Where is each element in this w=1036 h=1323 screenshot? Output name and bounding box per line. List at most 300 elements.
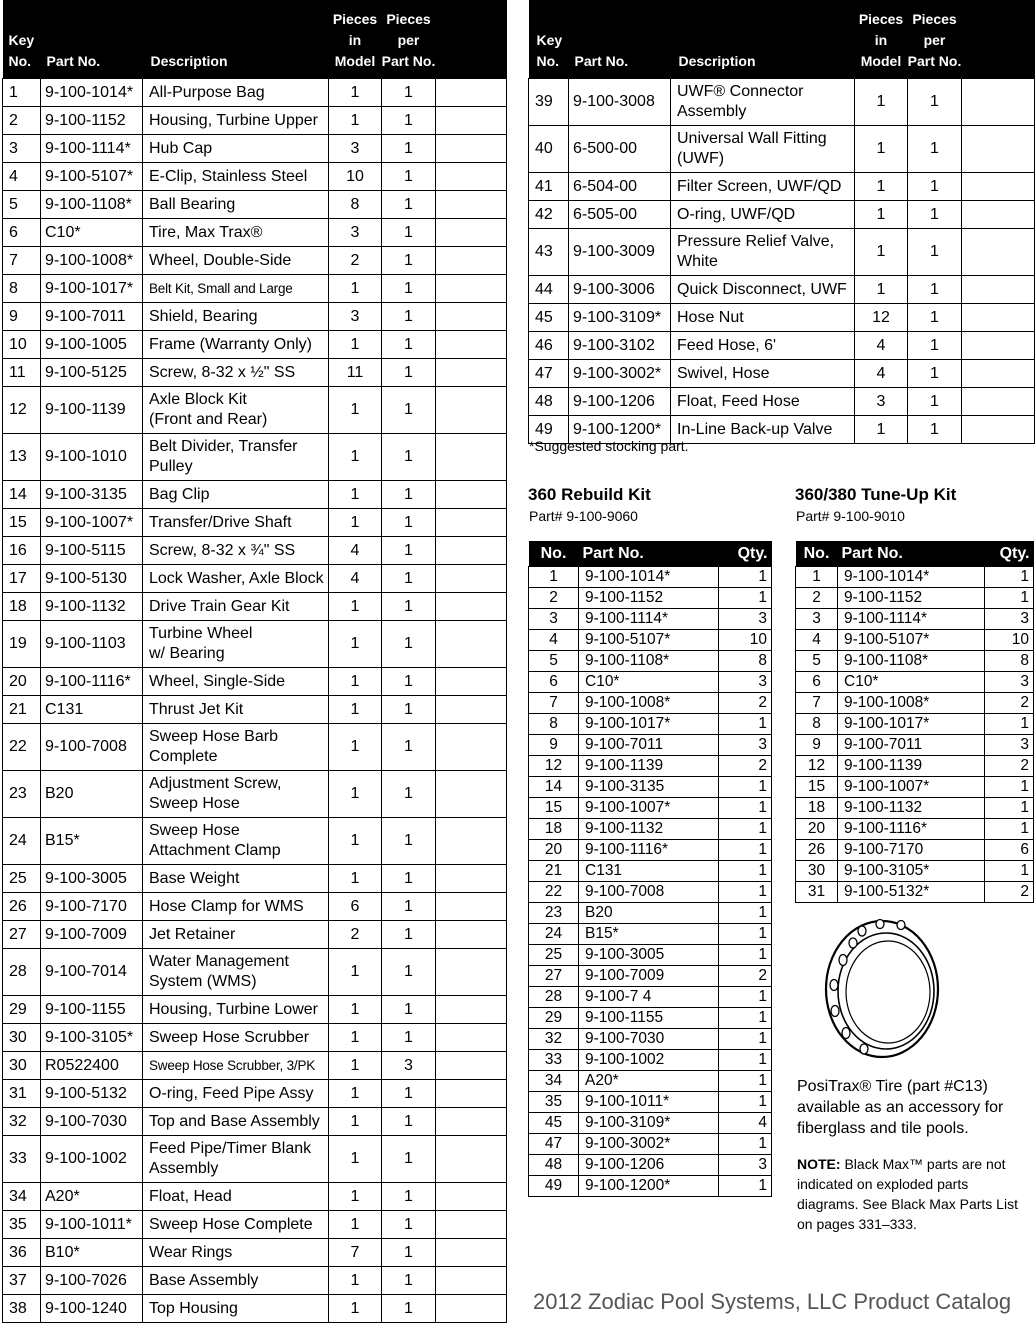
kit-part-no-cell: 9-100-7170 (838, 840, 985, 861)
table-row (3, 359, 507, 387)
part-no-cell: 9-100-5132 (41, 1080, 143, 1108)
kit-qty-cell: 6 (985, 840, 1034, 861)
kit-qty-cell: 1 (719, 840, 772, 861)
table-row (529, 304, 1035, 332)
pieces-in-model-cell: 1 (855, 173, 908, 201)
description-cell: Base Assembly (143, 1267, 329, 1295)
table-row (529, 840, 772, 861)
pieces-in-model-cell: 1 (329, 621, 382, 668)
kit-part-no-cell: 9-100-1139 (579, 756, 719, 777)
blank-cell (436, 771, 507, 818)
pieces-per-part-cell: 1 (382, 668, 436, 696)
description-cell: Float, Head (143, 1183, 329, 1211)
blank-cell (962, 126, 1035, 173)
kit-qty-cell: 1 (985, 819, 1034, 840)
description-cell: Sweep Hose Attachment Clamp (143, 818, 329, 865)
kit-part-no-cell: 9-100-1132 (838, 798, 985, 819)
key-no-cell: 4 (3, 163, 41, 191)
part-no-cell: B15* (41, 818, 143, 865)
key-no-cell: 22 (3, 724, 41, 771)
kit-no-cell: 12 (796, 756, 838, 777)
part-no-cell: 9-100-1114* (41, 135, 143, 163)
blank-cell (436, 1024, 507, 1052)
header-blank (436, 0, 507, 79)
pieces-in-model-cell: 1 (329, 387, 382, 434)
part-no-cell: 9-100-5115 (41, 537, 143, 565)
kit-no-cell: 1 (529, 567, 579, 588)
part-no-cell: 9-100-7008 (41, 724, 143, 771)
blank-cell (962, 201, 1035, 229)
kit-no-cell: 24 (529, 924, 579, 945)
description-cell: Hose Clamp for WMS (143, 893, 329, 921)
table-row (796, 840, 1034, 861)
key-no-cell: 12 (3, 387, 41, 434)
pieces-in-model-cell: 1 (329, 949, 382, 996)
pieces-per-part-cell: 1 (382, 219, 436, 247)
table-row (3, 565, 507, 593)
header-key-no: Key No. (529, 0, 569, 79)
pieces-per-part-cell: 1 (908, 229, 962, 276)
description-cell: O-ring, UWF/QD (671, 201, 855, 229)
kit-no-cell: 31 (796, 882, 838, 903)
description-cell: All-Purpose Bag (143, 79, 329, 107)
kit-header-qty: Qty. (719, 541, 772, 567)
kit-header-qty: Qty. (985, 541, 1034, 567)
kit-qty-cell: 8 (985, 651, 1034, 672)
table-row (3, 1024, 507, 1052)
kit-qty-cell: 3 (719, 735, 772, 756)
blank-cell (436, 163, 507, 191)
part-no-cell: 9-100-7030 (41, 1108, 143, 1136)
table-row (3, 996, 507, 1024)
pieces-in-model-cell: 1 (855, 229, 908, 276)
kit-part-no-cell: 9-100-7011 (579, 735, 719, 756)
blank-cell (436, 949, 507, 996)
header-blank (962, 0, 1035, 79)
kit-qty-cell: 1 (719, 924, 772, 945)
pieces-in-model-cell: 2 (329, 247, 382, 275)
kit-qty-cell: 1 (719, 1029, 772, 1050)
blank-cell (436, 359, 507, 387)
key-no-cell: 14 (3, 481, 41, 509)
kit-part-no-cell: 9-100-5132* (838, 882, 985, 903)
key-no-cell: 44 (529, 276, 569, 304)
kit-qty-cell: 1 (719, 1008, 772, 1029)
description-cell: Sweep Hose Complete (143, 1211, 329, 1239)
key-no-cell: 19 (3, 621, 41, 668)
key-no-cell: 45 (529, 304, 569, 332)
table-row (529, 79, 1035, 126)
pieces-in-model-cell: 1 (855, 416, 908, 444)
kit-qty-cell: 10 (985, 630, 1034, 651)
blank-cell (436, 565, 507, 593)
kit-no-cell: 23 (529, 903, 579, 924)
part-no-cell: B20 (41, 771, 143, 818)
part-no-cell: 9-100-7011 (41, 303, 143, 331)
kit-part-no-cell: 9-100-3135 (579, 777, 719, 798)
kit-header-no: No. (529, 541, 579, 567)
key-no-cell: 42 (529, 201, 569, 229)
key-no-cell: 46 (529, 332, 569, 360)
blank-cell (436, 191, 507, 219)
kit-part-no-cell: 9-100-7011 (838, 735, 985, 756)
description-cell: Base Weight (143, 865, 329, 893)
table-row (796, 693, 1034, 714)
key-no-cell: 43 (529, 229, 569, 276)
table-row (529, 903, 772, 924)
pieces-per-part-cell: 1 (908, 201, 962, 229)
kit-qty-cell: 2 (719, 756, 772, 777)
kit-no-cell: 20 (529, 840, 579, 861)
kit-no-cell: 15 (529, 798, 579, 819)
pieces-per-part-cell: 1 (382, 107, 436, 135)
description-cell: UWF® Connector Assembly (671, 79, 855, 126)
tuneup-kit-part-number: Part# 9-100-9010 (796, 508, 905, 524)
blank-cell (436, 921, 507, 949)
key-no-cell: 17 (3, 565, 41, 593)
kit-part-no-cell: 9-100-1152 (838, 588, 985, 609)
pieces-in-model-cell: 1 (329, 696, 382, 724)
part-no-cell: 9-100-5125 (41, 359, 143, 387)
table-row (796, 882, 1034, 903)
kit-part-no-cell: 9-100-1108* (838, 651, 985, 672)
blank-cell (436, 387, 507, 434)
table-row (3, 818, 507, 865)
kit-part-no-cell: 9-100-1200* (579, 1176, 719, 1197)
kit-no-cell: 30 (796, 861, 838, 882)
description-cell: Sweep Hose Barb Complete (143, 724, 329, 771)
description-cell: Hub Cap (143, 135, 329, 163)
description-cell: Screw, 8-32 x ½" SS (143, 359, 329, 387)
pieces-per-part-cell: 1 (382, 771, 436, 818)
part-no-cell: 9-100-3008 (569, 79, 671, 126)
table-row (529, 693, 772, 714)
table-row (3, 509, 507, 537)
kit-no-cell: 4 (529, 630, 579, 651)
table-row (3, 387, 507, 434)
kit-no-cell: 14 (529, 777, 579, 798)
table-row (529, 630, 772, 651)
description-cell: Tire, Max Trax® (143, 219, 329, 247)
table-row (3, 537, 507, 565)
kit-part-no-cell: 9-100-5107* (579, 630, 719, 651)
table-row (3, 191, 507, 219)
note (797, 1154, 1033, 1234)
tuneup-kit-table (795, 541, 1034, 903)
blank-cell (436, 1211, 507, 1239)
parts-table-left (2, 0, 507, 1323)
pieces-in-model-cell: 4 (329, 565, 382, 593)
kit-qty-cell: 2 (719, 693, 772, 714)
table-row (3, 696, 507, 724)
blank-cell (436, 865, 507, 893)
kit-part-no-cell: C131 (579, 861, 719, 882)
table-row (529, 201, 1035, 229)
kit-qty-cell: 1 (719, 1050, 772, 1071)
kit-part-no-cell: 9-100-1114* (838, 609, 985, 630)
kit-part-no-cell: 9-100-1014* (838, 567, 985, 588)
part-no-cell: 9-100-7170 (41, 893, 143, 921)
blank-cell (436, 893, 507, 921)
table-row (529, 567, 772, 588)
kit-no-cell: 28 (529, 987, 579, 1008)
kit-table-header (796, 541, 1034, 567)
kit-no-cell: 15 (796, 777, 838, 798)
pieces-in-model-cell: 1 (329, 818, 382, 865)
kit-no-cell: 27 (529, 966, 579, 987)
table-row (3, 1108, 507, 1136)
kit-no-cell: 2 (529, 588, 579, 609)
table-row (529, 1155, 772, 1176)
pieces-per-part-cell: 1 (382, 865, 436, 893)
kit-part-no-cell: 9-100-1011* (579, 1092, 719, 1113)
blank-cell (436, 1108, 507, 1136)
description-cell: Thrust Jet Kit (143, 696, 329, 724)
description-cell: Belt Kit, Small and Large (143, 275, 329, 303)
pieces-in-model-cell: 1 (855, 201, 908, 229)
header-description: Description (143, 0, 329, 79)
header-pieces-per-part: Pieces per Part No. (382, 0, 436, 79)
part-no-cell: 9-100-1206 (569, 388, 671, 416)
description-cell: Universal Wall Fitting (UWF) (671, 126, 855, 173)
table-row (529, 924, 772, 945)
blank-cell (436, 481, 507, 509)
part-no-cell: 9-100-1132 (41, 593, 143, 621)
table-row (529, 882, 772, 903)
pieces-per-part-cell: 1 (382, 331, 436, 359)
table-row (529, 388, 1035, 416)
blank-cell (962, 79, 1035, 126)
parts-table-header (3, 0, 507, 79)
pieces-per-part-cell: 1 (908, 360, 962, 388)
key-no-cell: 21 (3, 696, 41, 724)
header-part-no: Part No. (41, 0, 143, 79)
kit-no-cell: 1 (796, 567, 838, 588)
pieces-per-part-cell: 1 (382, 818, 436, 865)
description-cell: Swivel, Hose (671, 360, 855, 388)
kit-no-cell: 9 (796, 735, 838, 756)
key-no-cell: 37 (3, 1267, 41, 1295)
table-row (529, 735, 772, 756)
table-row (529, 229, 1035, 276)
description-cell: E-Clip, Stainless Steel (143, 163, 329, 191)
table-row (796, 861, 1034, 882)
part-no-cell: C10* (41, 219, 143, 247)
table-row (796, 651, 1034, 672)
kit-part-no-cell: 9-100-1132 (579, 819, 719, 840)
pieces-in-model-cell: 12 (855, 304, 908, 332)
pieces-per-part-cell: 1 (382, 1108, 436, 1136)
kit-qty-cell: 2 (985, 693, 1034, 714)
kit-part-no-cell: 9-100-7009 (579, 966, 719, 987)
pieces-per-part-cell: 1 (382, 1211, 436, 1239)
kit-qty-cell: 10 (719, 630, 772, 651)
kit-part-no-cell: 9-100-1007* (579, 798, 719, 819)
kit-qty-cell: 1 (719, 1071, 772, 1092)
description-cell: Float, Feed Hose (671, 388, 855, 416)
description-cell: O-ring, Feed Pipe Assy (143, 1080, 329, 1108)
pieces-per-part-cell: 1 (382, 191, 436, 219)
part-no-cell: 9-100-1116* (41, 668, 143, 696)
part-no-cell: 9-100-1108* (41, 191, 143, 219)
kit-part-no-cell: 9-100-1008* (579, 693, 719, 714)
table-row (796, 630, 1034, 651)
description-cell: Belt Divider, Transfer Pulley (143, 434, 329, 481)
header-key-no: Key No. (3, 0, 41, 79)
table-row (3, 621, 507, 668)
pieces-in-model-cell: 1 (329, 107, 382, 135)
blank-cell (962, 304, 1035, 332)
pieces-in-model-cell: 4 (855, 332, 908, 360)
pieces-per-part-cell: 1 (382, 593, 436, 621)
kit-no-cell: 33 (529, 1050, 579, 1071)
kit-no-cell: 21 (529, 861, 579, 882)
description-cell: Sweep Hose Scrubber, 3/PK (143, 1052, 329, 1080)
description-cell: Filter Screen, UWF/QD (671, 173, 855, 201)
table-row (3, 1052, 507, 1080)
table-row (3, 724, 507, 771)
blank-cell (436, 247, 507, 275)
pieces-in-model-cell: 1 (329, 1024, 382, 1052)
table-row (529, 1113, 772, 1134)
part-no-cell: 9-100-5107* (41, 163, 143, 191)
blank-cell (436, 79, 507, 107)
part-no-cell: 9-100-1017* (41, 275, 143, 303)
pieces-in-model-cell: 1 (329, 1211, 382, 1239)
description-cell: Drive Train Gear Kit (143, 593, 329, 621)
kit-no-cell: 47 (529, 1134, 579, 1155)
kit-qty-cell: 1 (719, 819, 772, 840)
part-no-cell: 6-500-00 (569, 126, 671, 173)
blank-cell (962, 229, 1035, 276)
rebuild-kit-part-number: Part# 9-100-9060 (529, 508, 638, 524)
table-row (3, 893, 507, 921)
kit-no-cell: 34 (529, 1071, 579, 1092)
table-row (529, 609, 772, 630)
blank-cell (436, 724, 507, 771)
blank-cell (436, 818, 507, 865)
part-no-cell: 9-100-3135 (41, 481, 143, 509)
key-no-cell: 24 (3, 818, 41, 865)
blank-cell (436, 996, 507, 1024)
part-no-cell: 9-100-1103 (41, 621, 143, 668)
table-row (529, 1008, 772, 1029)
part-no-cell: 9-100-1005 (41, 331, 143, 359)
table-row (529, 1050, 772, 1071)
description-cell: Adjustment Screw, Sweep Hose (143, 771, 329, 818)
pieces-in-model-cell: 1 (855, 126, 908, 173)
pieces-per-part-cell: 1 (382, 893, 436, 921)
part-no-cell: 6-504-00 (569, 173, 671, 201)
key-no-cell: 2 (3, 107, 41, 135)
blank-cell (962, 360, 1035, 388)
kit-part-no-cell: 9-100-1008* (838, 693, 985, 714)
pieces-in-model-cell: 3 (329, 303, 382, 331)
pieces-in-model-cell: 1 (329, 593, 382, 621)
table-row (796, 756, 1034, 777)
table-row (529, 332, 1035, 360)
table-row (796, 777, 1034, 798)
blank-cell (436, 1052, 507, 1080)
key-no-cell: 30 (3, 1024, 41, 1052)
pieces-per-part-cell: 1 (382, 696, 436, 724)
kit-part-no-cell: 9-100-1017* (838, 714, 985, 735)
pieces-in-model-cell: 1 (329, 331, 382, 359)
table-row (796, 714, 1034, 735)
pieces-in-model-cell: 1 (329, 434, 382, 481)
table-row (3, 1136, 507, 1183)
table-row (3, 1080, 507, 1108)
table-row (529, 1029, 772, 1050)
kit-no-cell: 32 (529, 1029, 579, 1050)
pieces-in-model-cell: 2 (329, 921, 382, 949)
kit-qty-cell: 3 (985, 609, 1034, 630)
table-row (3, 331, 507, 359)
pieces-in-model-cell: 1 (329, 865, 382, 893)
pieces-in-model-cell: 7 (329, 1239, 382, 1267)
pieces-in-model-cell: 1 (329, 1136, 382, 1183)
pieces-in-model-cell: 1 (855, 276, 908, 304)
description-cell: Feed Pipe/Timer Blank Assembly (143, 1136, 329, 1183)
header-description: Description (671, 0, 855, 79)
kit-qty-cell: 3 (985, 735, 1034, 756)
pieces-in-model-cell: 8 (329, 191, 382, 219)
kit-part-no-cell: 9-100-1002 (579, 1050, 719, 1071)
table-row (529, 861, 772, 882)
kit-no-cell: 26 (796, 840, 838, 861)
pieces-in-model-cell: 1 (329, 1295, 382, 1323)
table-row (3, 247, 507, 275)
kit-qty-cell: 1 (985, 777, 1034, 798)
table-row (529, 798, 772, 819)
kit-part-no-cell: 9-100-1139 (838, 756, 985, 777)
table-row (529, 360, 1035, 388)
kit-part-no-cell: 9-100-1007* (838, 777, 985, 798)
blank-cell (436, 331, 507, 359)
kit-no-cell: 5 (529, 651, 579, 672)
description-cell: Feed Hose, 6' (671, 332, 855, 360)
key-no-cell: 49 (529, 416, 569, 444)
note-label: NOTE: (797, 1156, 841, 1172)
kit-no-cell: 6 (796, 672, 838, 693)
kit-qty-cell: 1 (719, 798, 772, 819)
pieces-per-part-cell: 1 (382, 1024, 436, 1052)
table-row (3, 481, 507, 509)
pieces-in-model-cell: 1 (329, 509, 382, 537)
kit-qty-cell: 1 (719, 882, 772, 903)
description-cell: In-Line Back-up Valve (671, 416, 855, 444)
key-no-cell: 40 (529, 126, 569, 173)
pieces-per-part-cell: 1 (908, 304, 962, 332)
table-row (3, 1295, 507, 1323)
pieces-per-part-cell: 1 (382, 921, 436, 949)
key-no-cell: 11 (3, 359, 41, 387)
pieces-in-model-cell: 1 (329, 1108, 382, 1136)
table-row (3, 865, 507, 893)
kit-header-no: No. (796, 541, 838, 567)
part-no-cell: 6-505-00 (569, 201, 671, 229)
pieces-in-model-cell: 1 (329, 668, 382, 696)
key-no-cell: 35 (3, 1211, 41, 1239)
header-pieces-per-part: Pieces per Part No. (908, 0, 962, 79)
description-cell: Ball Bearing (143, 191, 329, 219)
pieces-per-part-cell: 1 (382, 1239, 436, 1267)
pieces-per-part-cell: 1 (382, 724, 436, 771)
kit-part-no-cell: 9-100-1206 (579, 1155, 719, 1176)
kit-qty-cell: 1 (719, 1176, 772, 1197)
kit-header-part-no: Part No. (838, 541, 985, 567)
description-cell: Housing, Turbine Upper (143, 107, 329, 135)
